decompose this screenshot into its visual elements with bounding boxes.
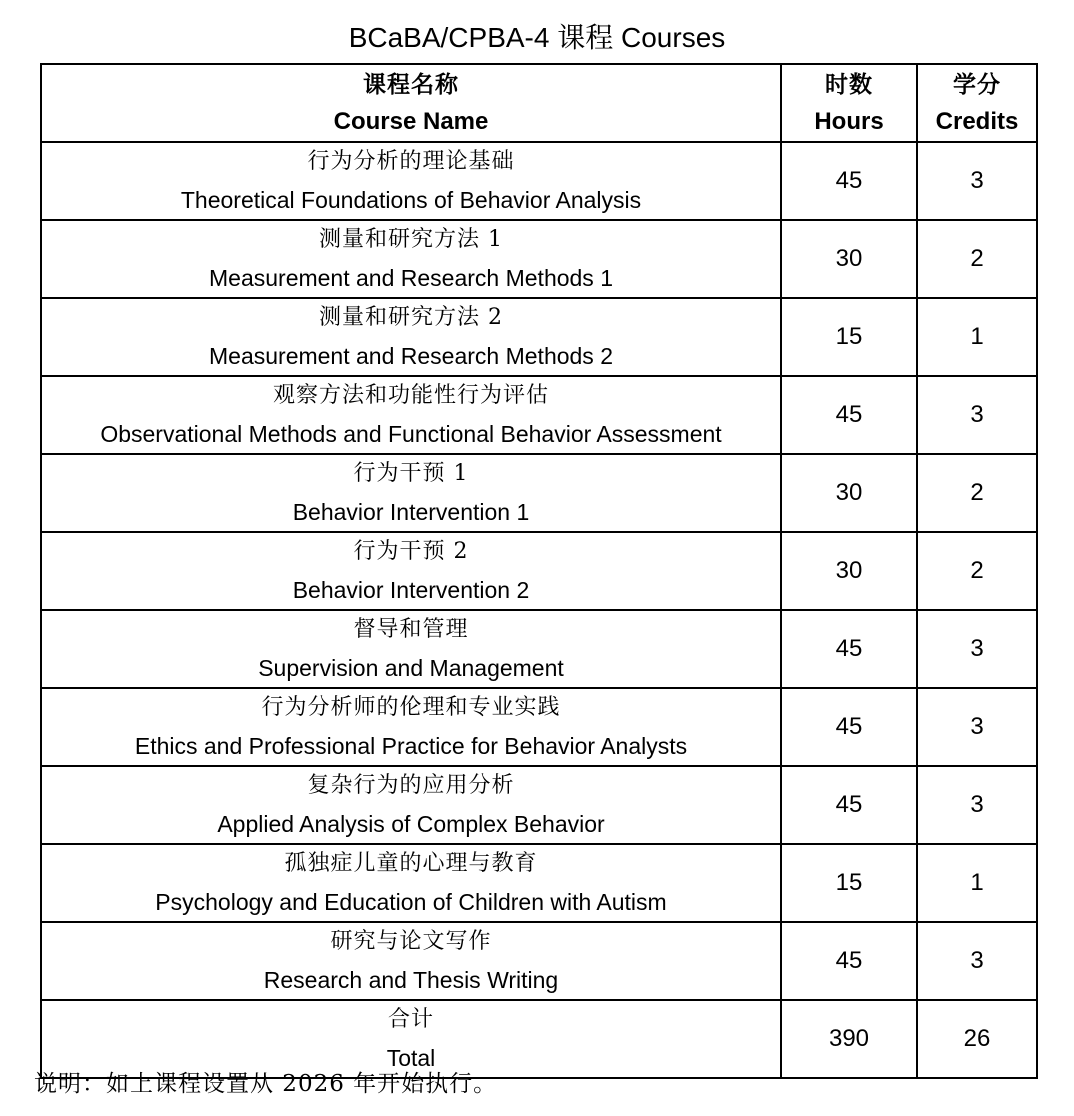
course-credits: 2: [917, 532, 1037, 610]
header-credits: [917, 64, 1037, 142]
course-name-en: Behavior Intervention 2: [292, 577, 530, 603]
course-name-cell: [41, 610, 781, 688]
course-credits: 3: [917, 766, 1037, 844]
course-name-zh: 观察方法和功能性行为评估: [272, 383, 549, 408]
course-hours: 45: [781, 922, 917, 1000]
course-name-zh: 研究与论文写作: [330, 929, 492, 954]
course-name-zh: 复杂行为的应用分析: [307, 773, 515, 798]
course-hours: 30: [781, 532, 917, 610]
header-credits-zh: 学分: [953, 71, 1001, 97]
course-credits: 1: [917, 844, 1037, 922]
header-hours-en: Hours: [814, 108, 884, 135]
course-name-zh: 孤独症儿童的心理与教育: [284, 851, 538, 876]
total-hours: 390: [781, 1000, 917, 1078]
course-name-en: Measurement and Research Methods 2: [209, 343, 613, 369]
course-name-en: Theoretical Foundations of Behavior Analysis: [180, 187, 642, 213]
table-row: [41, 610, 1037, 688]
course-name-zh: 测量和研究方法 2: [319, 305, 503, 330]
course-name-cell: [41, 844, 781, 922]
course-name-en: Psychology and Education of Children with Autism: [155, 889, 667, 915]
course-hours: 45: [781, 766, 917, 844]
course-name-cell: [41, 454, 781, 532]
course-name-zh: 行为干预 1: [353, 461, 469, 486]
courses-table: [40, 63, 1038, 1079]
course-name-en: Measurement and Research Methods 1: [209, 265, 613, 291]
course-name-zh: 行为干预 2: [353, 539, 469, 564]
course-hours: 45: [781, 376, 917, 454]
course-name-en: Applied Analysis of Complex Behavior: [217, 811, 605, 837]
course-name-en: Behavior Intervention 1: [292, 499, 530, 525]
table-row: [41, 220, 1037, 298]
total-label-zh: 合计: [387, 1007, 434, 1032]
course-hours: 45: [781, 610, 917, 688]
course-name-zh: 行为分析的理论基础: [307, 149, 515, 174]
course-credits: 2: [917, 454, 1037, 532]
header-course-name-en: Course Name: [333, 108, 489, 135]
course-hours: 30: [781, 220, 917, 298]
table-row: [41, 142, 1037, 220]
total-credits: 26: [917, 1000, 1037, 1078]
course-name-zh: 督导和管理: [353, 617, 469, 642]
course-name-cell: [41, 376, 781, 454]
document-title: BCaBA/CPBA-4 课程 Courses: [348, 22, 726, 53]
course-name-cell: [41, 922, 781, 1000]
course-credits: 3: [917, 688, 1037, 766]
table-row: [41, 298, 1037, 376]
course-hours: 45: [781, 142, 917, 220]
course-hours: 15: [781, 298, 917, 376]
course-name-cell: [41, 298, 781, 376]
table-row: [41, 844, 1037, 922]
course-credits: 3: [917, 376, 1037, 454]
course-hours: 45: [781, 688, 917, 766]
table-row: [41, 376, 1037, 454]
course-name-cell: [41, 142, 781, 220]
table-row: [41, 454, 1037, 532]
footnote: 说明：如上课程设置从 2026 年开始执行。: [34, 1071, 498, 1097]
header-course-name: [41, 64, 781, 142]
table-row: [41, 532, 1037, 610]
course-credits: 3: [917, 142, 1037, 220]
course-hours: 30: [781, 454, 917, 532]
header-hours: [781, 64, 917, 142]
course-name-en: Supervision and Management: [258, 655, 564, 681]
table-row: [41, 922, 1037, 1000]
table-row: [41, 688, 1037, 766]
course-name-en: Observational Methods and Functional Behavior Assessment: [100, 421, 722, 447]
course-name-en: Ethics and Professional Practice for Behavior Analysts: [134, 733, 688, 759]
course-name-en: Research and Thesis Writing: [263, 967, 559, 993]
course-credits: 1: [917, 298, 1037, 376]
course-name-cell: [41, 688, 781, 766]
header-hours-zh: 时数: [825, 71, 873, 97]
course-name-cell: [41, 766, 781, 844]
course-name-zh: 测量和研究方法 1: [319, 227, 503, 252]
course-credits: 3: [917, 922, 1037, 1000]
course-name-zh: 行为分析师的伦理和专业实践: [261, 695, 561, 720]
course-name-cell: [41, 532, 781, 610]
header-course-name-zh: 课程名称: [363, 71, 459, 97]
header-credits-en: Credits: [935, 108, 1019, 135]
table-header-row: [41, 64, 1037, 142]
course-credits: 2: [917, 220, 1037, 298]
table-row: [41, 766, 1037, 844]
course-credits: 3: [917, 610, 1037, 688]
course-name-cell: [41, 220, 781, 298]
total-label-en: Total: [386, 1045, 436, 1071]
course-hours: 15: [781, 844, 917, 922]
